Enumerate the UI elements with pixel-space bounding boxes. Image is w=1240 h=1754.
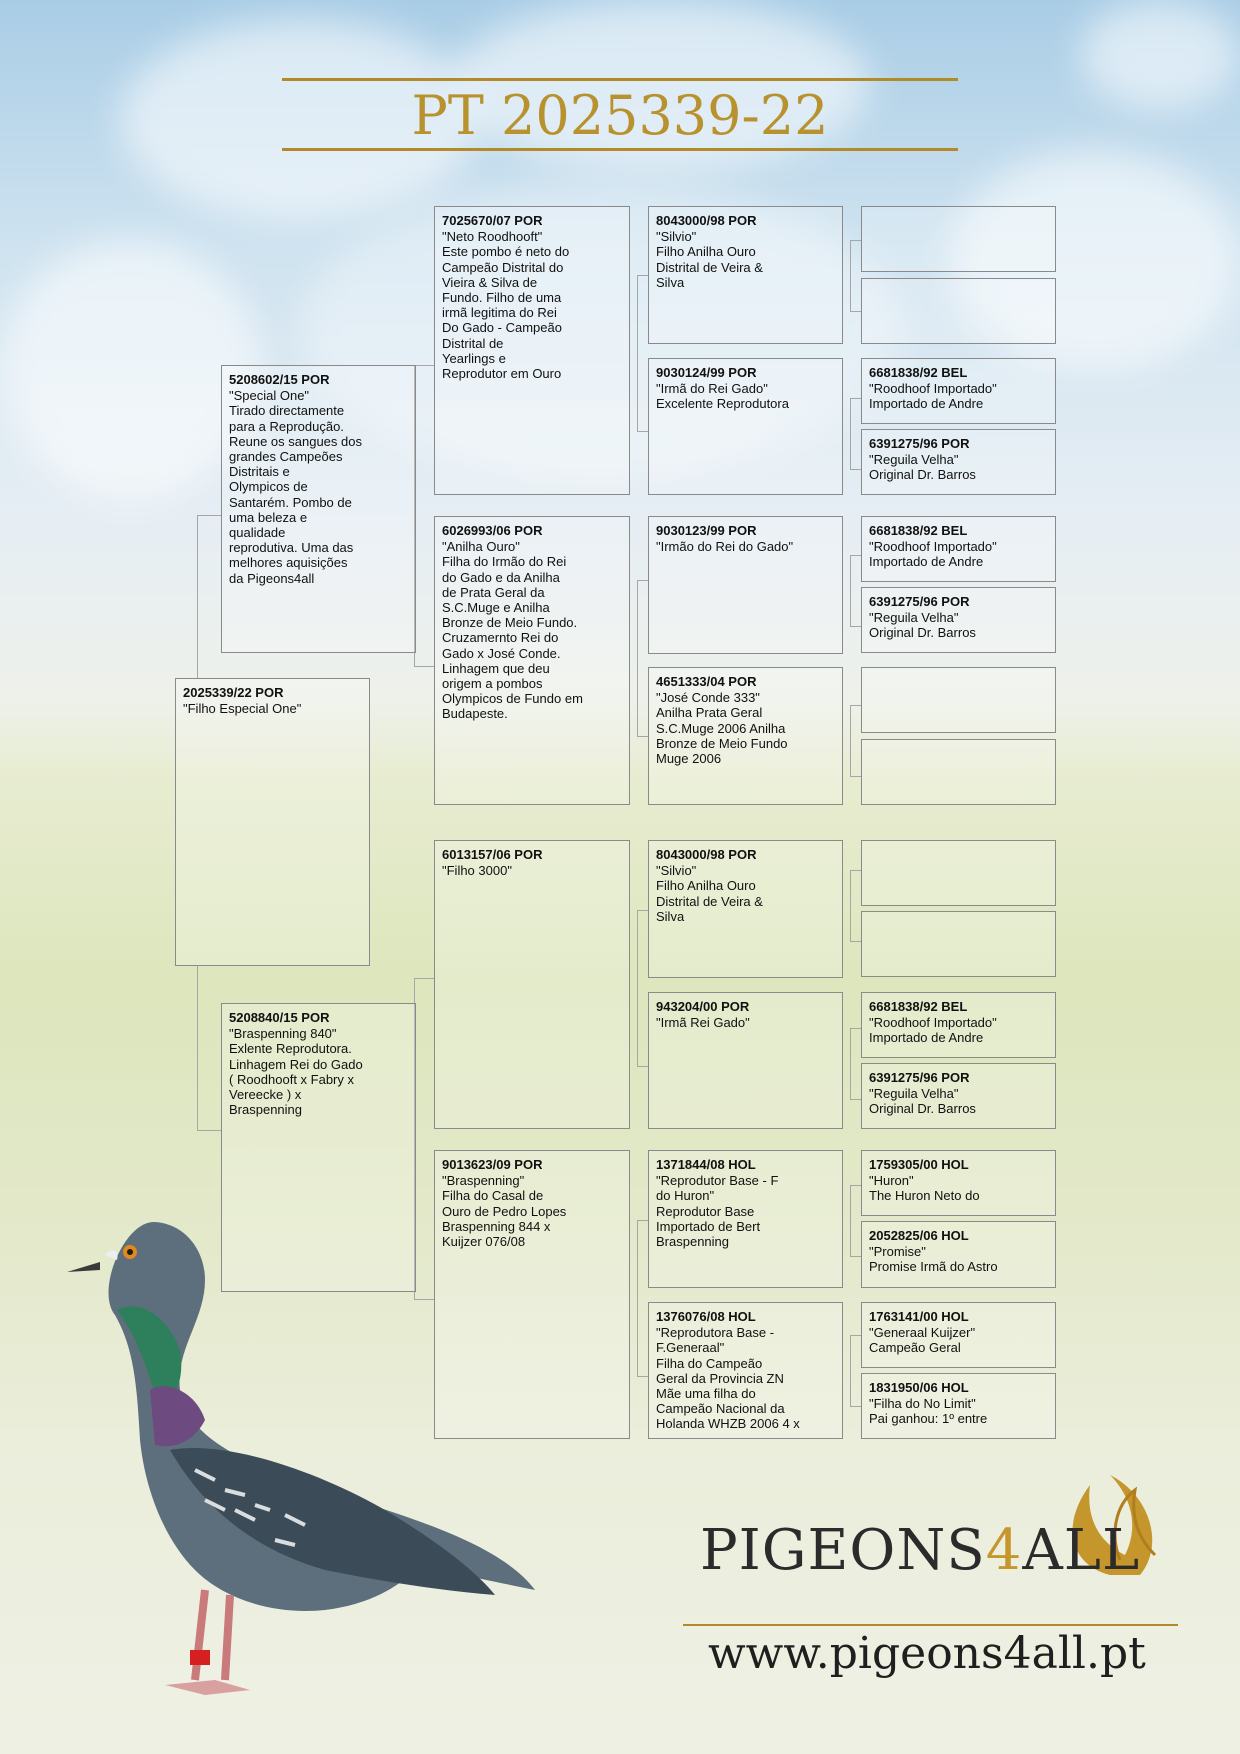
brand-text-post: ALL bbox=[1022, 1518, 1141, 1583]
bird-description: Filho Anilha Ouro Distrital de Veira & Silva bbox=[656, 878, 763, 924]
bird-name: "José Conde 333" bbox=[656, 690, 760, 706]
bird-description: Filha do Casal de Ouro de Pedro Lopes Braspenning 844 x Kuijzer 076/08 bbox=[442, 1188, 567, 1250]
pedigree-card-sss bbox=[648, 206, 843, 344]
bird-name: "Reguila Velha" bbox=[869, 610, 959, 626]
bird-description: Original Dr. Barros bbox=[869, 1101, 976, 1117]
pedigree-card-g18 bbox=[861, 1221, 1056, 1288]
connector bbox=[850, 398, 861, 470]
bird-name: "Filho Especial One" bbox=[183, 701, 302, 717]
connector bbox=[850, 870, 861, 942]
bird-name: "Roodhoof Importado" bbox=[869, 381, 997, 397]
connector bbox=[850, 240, 861, 312]
pedigree-card-ss bbox=[434, 206, 630, 495]
ring-number: 8043000/98 POR bbox=[656, 213, 757, 228]
bird-name: "Irmã do Rei Gado" bbox=[656, 381, 768, 397]
bird-name: "Silvio" bbox=[656, 863, 697, 879]
bird-name: "Reprodutora Base - F.Generaal" bbox=[656, 1325, 775, 1356]
ring-number: 2052825/06 HOL bbox=[869, 1228, 969, 1243]
bird-name: "Reprodutor Base - F do Huron" bbox=[656, 1173, 779, 1204]
title-rule-top bbox=[282, 78, 958, 81]
pedigree-card-ddd bbox=[648, 1302, 843, 1439]
pedigree-card-g13 bbox=[861, 992, 1056, 1058]
pedigree-card-empty bbox=[861, 667, 1056, 733]
ring-number: 4651333/04 POR bbox=[656, 674, 757, 689]
bird-name: "Neto Roodhooft" bbox=[442, 229, 543, 245]
pedigree-card-ds bbox=[434, 840, 630, 1129]
pedigree-card-g19 bbox=[861, 1302, 1056, 1368]
ring-number: 943204/00 POR bbox=[656, 999, 750, 1014]
bird-description: Importado de Andre bbox=[869, 1030, 984, 1046]
bird-description: Campeão Geral bbox=[869, 1340, 961, 1356]
ring-number: 6013157/06 POR bbox=[442, 847, 543, 862]
pedigree-card-empty bbox=[861, 206, 1056, 272]
pedigree-card-empty bbox=[861, 278, 1056, 344]
website-url: www.pigeons4all.pt bbox=[708, 1628, 1146, 1679]
pedigree-card-subject bbox=[175, 678, 370, 966]
ring-number: 6391275/96 POR bbox=[869, 436, 970, 451]
connector bbox=[850, 555, 861, 627]
brand-logo bbox=[700, 1518, 1140, 1583]
pedigree-card-sdd bbox=[648, 667, 843, 805]
connector bbox=[197, 515, 222, 679]
bird-description: Original Dr. Barros bbox=[869, 625, 976, 641]
bird-name: "Reguila Velha" bbox=[869, 1086, 959, 1102]
bird-name: "Braspenning" bbox=[442, 1173, 525, 1189]
bird-name: "Reguila Velha" bbox=[869, 452, 959, 468]
ring-number: 1831950/06 HOL bbox=[869, 1380, 969, 1395]
ring-number: 6681838/92 BEL bbox=[869, 365, 968, 380]
pedigree-card-sds bbox=[648, 516, 843, 654]
pedigree-card-empty bbox=[861, 840, 1056, 906]
pedigree-card-ssd bbox=[648, 358, 843, 495]
bird-description: Pai ganhou: 1º entre bbox=[869, 1411, 988, 1427]
ring-number: 7025670/07 POR bbox=[442, 213, 543, 228]
bird-name: "Promise" bbox=[869, 1244, 926, 1260]
ring-number: 6681838/92 BEL bbox=[869, 523, 968, 538]
bird-name: "Roodhoof Importado" bbox=[869, 1015, 997, 1031]
connector bbox=[850, 1335, 861, 1407]
bird-description: Importado de Andre bbox=[869, 554, 984, 570]
ring-number: 1371844/08 HOL bbox=[656, 1157, 756, 1172]
bird-name: "Filha do No Limit" bbox=[869, 1396, 976, 1412]
pedigree-card-g14 bbox=[861, 1063, 1056, 1129]
bird-description: Filho Anilha Ouro Distrital de Veira & Silva bbox=[656, 244, 763, 290]
ring-number: 6391275/96 POR bbox=[869, 1070, 970, 1085]
bird-name: "Irmão do Rei do Gado" bbox=[656, 539, 794, 555]
ring-number: 2025339/22 POR bbox=[183, 685, 284, 700]
pedigree-card-dss bbox=[648, 840, 843, 978]
bird-description: Excelente Reprodutora bbox=[656, 396, 789, 412]
ring-number: 9030123/99 POR bbox=[656, 523, 757, 538]
ring-number: 6026993/06 POR bbox=[442, 523, 543, 538]
bird-name: "Silvio" bbox=[656, 229, 697, 245]
pedigree-card-empty bbox=[861, 739, 1056, 805]
ring-number: 1759305/00 HOL bbox=[869, 1157, 969, 1172]
bird-name: "Filho 3000" bbox=[442, 863, 512, 879]
bird-description: Tirado directamente para a Reprodução. Reune os sangues dos grandes Campeões Distritais e Olympicos de Santarém. Pombo de uma beleza e qualidade reprodutiva. Uma das melhores aquisições da Pigeons4all bbox=[229, 403, 362, 586]
bird-description: Filha do Irmão do Rei do Gado e da Anilha de Prata Geral da S.C.Muge e Anilha Bronze de Meio Fundo. Cruzamernto Rei do Gado x José Conde. Linhagem que deu origem a pombos Olympicos de Fundo em Budapeste. bbox=[442, 554, 583, 722]
bird-description: Filha do Campeão Geral da Provincia ZN Mãe uma filha do Campeão Nacional da Holanda WHZB 2006 4 x bbox=[656, 1355, 800, 1432]
connector bbox=[850, 1028, 861, 1100]
brand-text-number: 4 bbox=[985, 1518, 1023, 1583]
bird-description: Exlente Reprodutora. Linhagem Rei do Gado ( Roodhooft x Fabry x Vereecke ) x Braspenning bbox=[229, 1041, 363, 1118]
ring-number: 9030124/99 POR bbox=[656, 365, 757, 380]
bird-description: Importado de Andre bbox=[869, 396, 984, 412]
ring-number: 9013623/09 POR bbox=[442, 1157, 543, 1172]
bird-name: "Special One" bbox=[229, 388, 310, 404]
pedigree-card-dsd bbox=[648, 992, 843, 1129]
connector bbox=[850, 1185, 861, 1257]
connector bbox=[414, 365, 435, 667]
bird-description: Anilha Prata Geral S.C.Muge 2006 Anilha Bronze de Meio Fundo Muge 2006 bbox=[656, 705, 788, 767]
ring-number: 5208602/15 POR bbox=[229, 372, 330, 387]
pedigree-card-g8 bbox=[861, 587, 1056, 653]
pedigree-card-sd bbox=[434, 516, 630, 805]
ring-number: 8043000/98 POR bbox=[656, 847, 757, 862]
connector bbox=[197, 965, 222, 1131]
bird-description: The Huron Neto do bbox=[869, 1188, 980, 1204]
pedigree-card-g7 bbox=[861, 516, 1056, 582]
ring-number: 5208840/15 POR bbox=[229, 1010, 330, 1025]
ring-number: 1763141/00 HOL bbox=[869, 1309, 969, 1324]
pedigree-card-g6 bbox=[861, 429, 1056, 495]
footer-rule bbox=[683, 1624, 1178, 1626]
bird-name: "Irmã Rei Gado" bbox=[656, 1015, 750, 1031]
bird-description: Promise Irmã do Astro bbox=[869, 1259, 998, 1275]
ring-number: 6391275/96 POR bbox=[869, 594, 970, 609]
pedigree-card-dds bbox=[648, 1150, 843, 1288]
bird-description: Original Dr. Barros bbox=[869, 467, 976, 483]
bird-name: "Anilha Ouro" bbox=[442, 539, 520, 555]
title-rule-bottom bbox=[282, 148, 958, 151]
bird-description: Reprodutor Base Importado de Bert Braspenning bbox=[656, 1203, 761, 1250]
pedigree-card-g17 bbox=[861, 1150, 1056, 1216]
pedigree-card-g20 bbox=[861, 1373, 1056, 1439]
pedigree-card-sire bbox=[221, 365, 416, 653]
pedigree-card-g5 bbox=[861, 358, 1056, 424]
bird-name: "Generaal Kuijzer" bbox=[869, 1325, 976, 1341]
connector bbox=[850, 705, 861, 777]
page-title: PT 2025339-22 bbox=[411, 84, 829, 147]
ring-number: 6681838/92 BEL bbox=[869, 999, 968, 1014]
bird-name: "Braspenning 840" bbox=[229, 1026, 337, 1042]
ring-number: 1376076/08 HOL bbox=[656, 1309, 756, 1324]
bird-description: Este pombo é neto do Campeão Distrital do Vieira & Silva de Fundo. Filho de uma irmã legitima do Rei Do Gado - Campeão Distrital de Yearlings e Reprodutor em Ouro bbox=[442, 244, 570, 382]
pigeon-illustration bbox=[55, 1210, 545, 1710]
bird-name: "Roodhoof Importado" bbox=[869, 539, 997, 555]
bird-name: "Huron" bbox=[869, 1173, 914, 1189]
brand-text-pre: PIGEONS bbox=[700, 1518, 986, 1583]
pedigree-card-empty bbox=[861, 911, 1056, 977]
